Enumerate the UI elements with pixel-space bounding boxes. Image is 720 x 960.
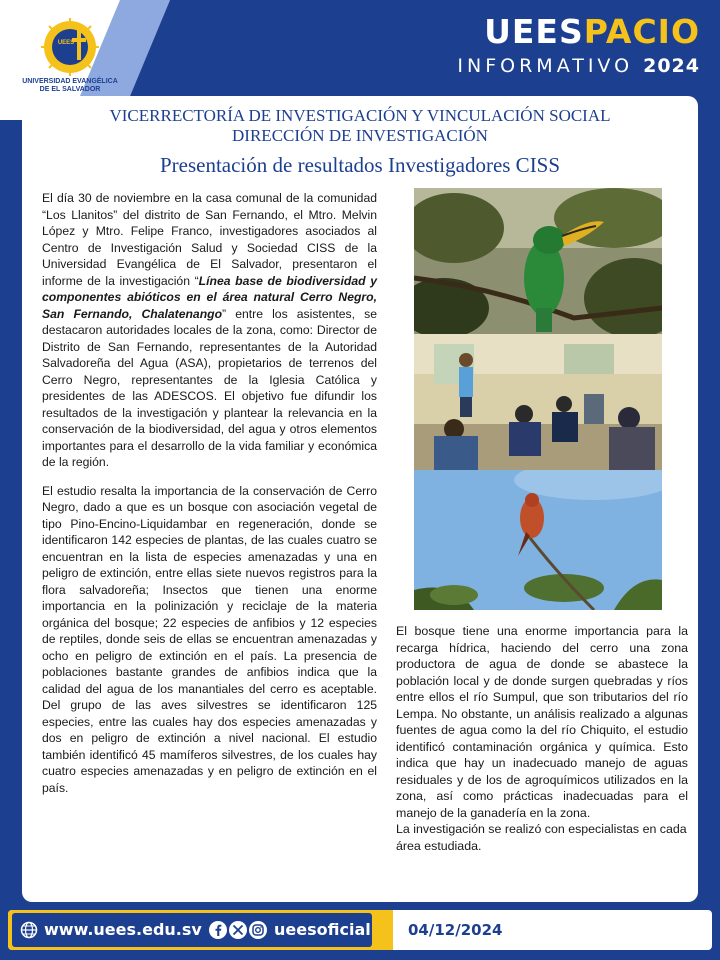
facebook-icon[interactable] bbox=[209, 921, 227, 939]
article-paragraph-4: La investigación se realizó con especialistas en cada área estudiada. bbox=[396, 822, 687, 853]
brand-title bbox=[457, 12, 700, 78]
social-icons bbox=[208, 920, 268, 940]
article-title: Presentación de resultados Investigadores CISS bbox=[159, 153, 561, 177]
publication-date: 04/12/2024 bbox=[408, 921, 503, 939]
brand-title-part1: UEES bbox=[484, 12, 584, 51]
logo-text-line2: DE EL SALVADOR bbox=[39, 86, 101, 93]
seal-initials: UEES bbox=[57, 40, 75, 46]
social-handle-link[interactable]: ueesoficial bbox=[274, 920, 371, 939]
website-link[interactable]: www.uees.edu.sv bbox=[44, 920, 202, 939]
photo-bird-toucanet bbox=[414, 188, 662, 334]
article-right-column bbox=[396, 623, 688, 854]
globe-icon bbox=[20, 921, 38, 939]
brand-subtitle: INFORMATIVO bbox=[457, 55, 634, 77]
footer-links bbox=[12, 913, 372, 947]
article-paragraph-1: El día 30 de noviembre en la casa comunal de la comunidad “Los Llanitos” del distrito de San Fernando, el Mtro. Melvin López y Mtro. Felipe Franco, investigadores asociados al Centro de Investigación Salud y Sociedad CISS de la Universidad Evangélica de El Salvador, presentaron el informe de la investigación “Línea base de biodiversidad y componentes abióticos en el área natural Cerro Negro, San Fernando, Chalatenango” entre los asistentes, se destacaron autoridades locales de la zona, como: Director de Distrito de San Fernando, representantes de la Autoridad Salvadoreña del Agua (ASA), propietarios de terrenos del Cerro Negro, representantes de la Iglesia Católica y presidentes de las ADESCOS. El objetivo fue difundir los resultados de la investigación y plantear la relevancia en la conservación de la biodiversidad, del agua y otros elementos importantes para el desarrollo de la vida familiar y económica de la región. bbox=[42, 191, 377, 469]
article-paragraph-2: El estudio resalta la importancia de la conservación de Cerro Negro, dado a que es un bosque con asociación vegetal de tipo Pino-Encino-Liquidambar en regeneración, donde se identificaron 142 especies de plantas, de las cuales cuatro se encuentran en la lista de especies amenazadas y una en peligro de extinción, entre ellas siete nuevos registros para la flora salvadoreña; Insectos que tienen una enorme importancia en la polinización y reciclaje de la materia orgánica del bosque; 22 especies de anfibios y 12 especies de reptiles, donde seis de ellas se encuentran amenazadas y ocho en peligro de extinción en el país. La presencia de poblaciones bastante grandes de anfibios indica que la calidad del agua de los manantiales del cerro es aceptable. Del grupo de las aves silvestres se identificaron 125 especies, entre las cuales hay dos especies amenazadas y dos en peligro de extinción a nivel nacional. El estudio también identificó 45 mamíferos silvestres, de los cuales hay cuatro especies amenazadas y en peligro de extinción en el país. bbox=[42, 483, 377, 795]
article-paragraph-3: El bosque tiene una enorme importancia para la recarga hídrica, haciendo del cerro una zona productora de agua de donde se abastece la población local y de donde surgen quebradas y ríos entre ellos el río Sumpul, que son tributarios del río Lempa. No obstante, un análisis realizado a algunas fuentes de agua como la del río Chiquito, el estudio identificó contaminación orgánica y química. Esto indica que hay un inadecuado manejo de aguas residuales y de los de agroquímicos utilizados en la zona, así como prácticas inadecuadas para el manejo de la ganadería en la zona. bbox=[396, 624, 688, 820]
heading-vicerrectoria: VICERRECTORÍA DE INVESTIGACIÓN Y VINCULACIÓN SOCIAL bbox=[109, 106, 611, 125]
instagram-icon[interactable] bbox=[249, 921, 267, 939]
brand-title-part2: PACIO bbox=[583, 12, 700, 51]
article-left-column bbox=[42, 190, 377, 808]
logo-text-line1: UNIVERSIDAD EVANGÉLICA bbox=[22, 78, 118, 85]
x-icon[interactable] bbox=[229, 921, 247, 939]
brand-year: 2024 bbox=[643, 55, 700, 77]
footer-bar bbox=[8, 910, 712, 950]
university-seal-icon bbox=[41, 18, 99, 76]
photo-bird-tanager bbox=[414, 470, 662, 610]
photo-presentation-meeting bbox=[414, 334, 662, 470]
heading-direccion: DIRECCIÓN DE INVESTIGACIÓN bbox=[232, 126, 488, 145]
study-title: Línea base de biodiversidad y componentes abióticos en el área natural Cerro Negro, San Fernando, Chalatenango bbox=[42, 273, 377, 321]
